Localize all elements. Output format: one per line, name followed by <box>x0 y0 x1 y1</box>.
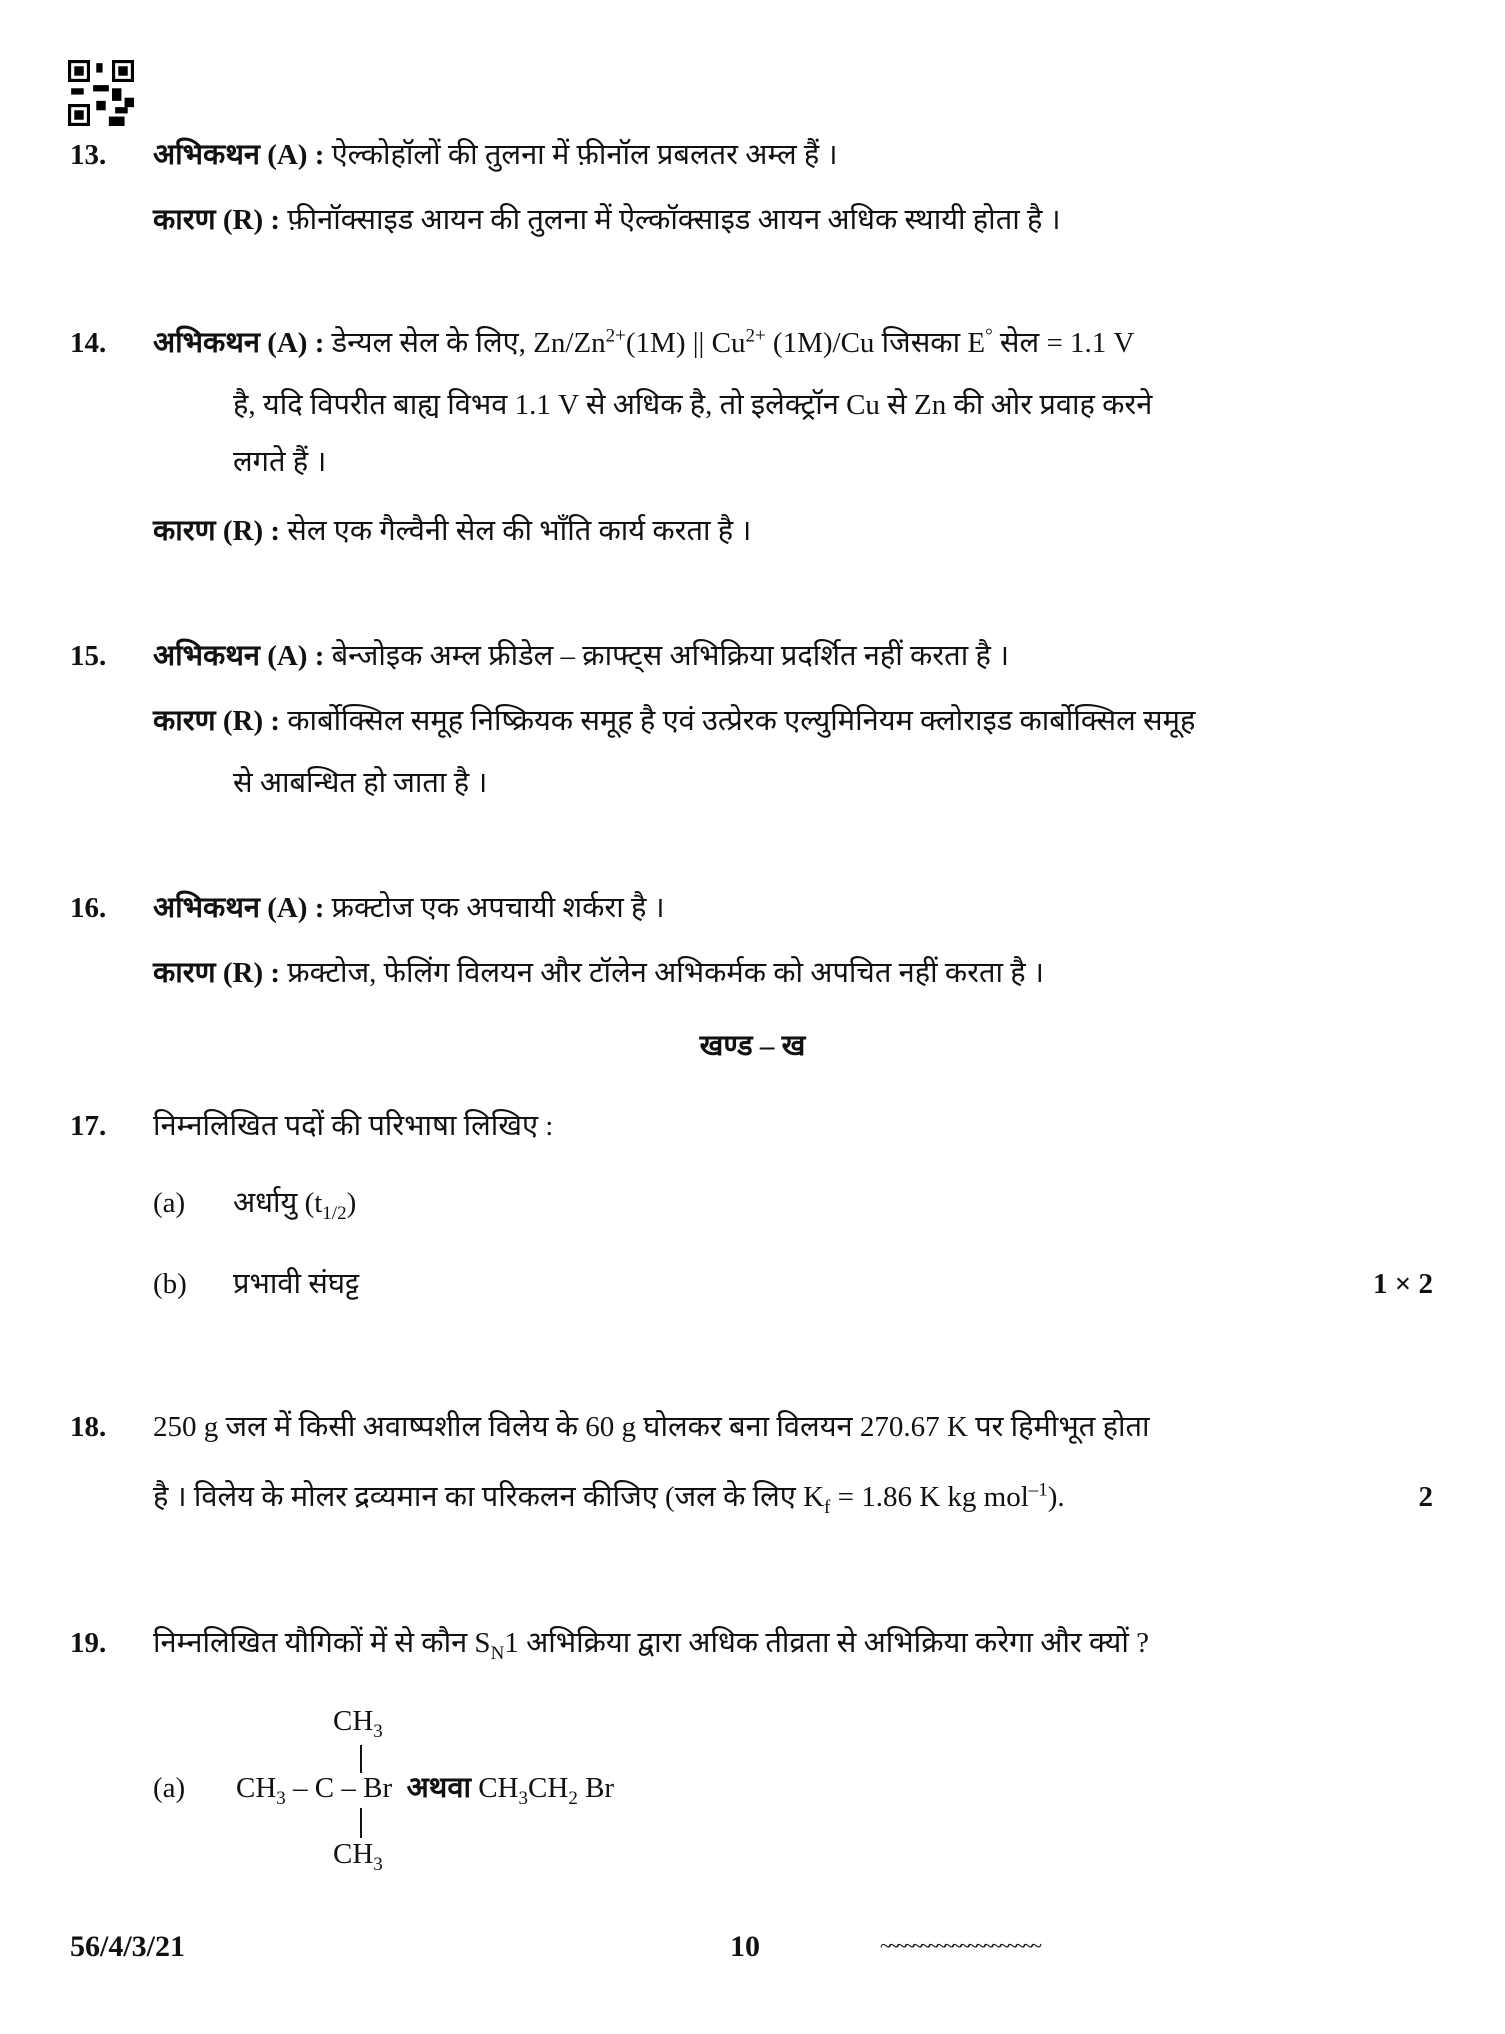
qr-code-icon <box>68 60 134 126</box>
q15-reason <box>153 703 1195 739</box>
paper-code: 56/4/3/21 <box>70 1930 186 1963</box>
section-heading: खण्ड – ख <box>699 1030 806 1062</box>
q18-line1: 250 g जल में किसी अवाष्पशील विलेय के 60 g घोलकर बना विलयन 270.67 K पर हिमीभूत होता <box>153 1411 1150 1443</box>
reason-text: कार्बोक्सिल समूह निष्क्रियक समूह है एवं उत्प्रेरक एल्युमिनियम क्लोराइड कार्बोक्सिल समूह <box>280 705 1196 737</box>
sub: f <box>824 1496 831 1518</box>
assertion-text: ऐल्कोहॉलों की तुलना में फ़ीनॉल प्रबलतर अम्ल हैं । <box>324 139 838 171</box>
q17-b-text: प्रभावी संघट्ट <box>233 1268 360 1300</box>
q18-line2 <box>153 1479 1065 1518</box>
ch3-bottom: $CH_3$ <box>333 1838 383 1875</box>
reason-text: फ्रक्टोज, फेलिंग विलयन और टॉलेन अभिकर्मक को अपचित नहीं करता है । <box>280 957 1044 989</box>
text: डेन्यल सेल के लिए, Zn/Zn <box>324 327 606 359</box>
assertion-text: फ्रक्टोज एक अपचायी शर्करा है । <box>324 892 665 924</box>
q17-b-label: (b) <box>153 1268 187 1300</box>
q16-assertion <box>153 890 665 926</box>
q19-a-label: (a) <box>153 1772 186 1804</box>
q16-reason <box>153 955 1044 991</box>
text: निम्नलिखित यौगिकों में से कौन S <box>153 1627 491 1659</box>
q13-assertion <box>153 137 838 173</box>
sup: 2+ <box>745 325 766 347</box>
q16-number: 16. <box>70 892 107 924</box>
text: ). <box>1047 1481 1065 1513</box>
assertion-label: अभिकथन (A) : <box>153 139 325 171</box>
q19-number: 19. <box>70 1627 107 1659</box>
ch3-top: $CH_3$ <box>333 1705 383 1742</box>
q19-text <box>153 1625 1150 1664</box>
sup: –1 <box>1028 1479 1048 1501</box>
q14-assertion <box>153 325 1135 361</box>
q15-number: 15. <box>70 640 107 672</box>
q17-number: 17. <box>70 1110 107 1142</box>
q18-marks: 2 <box>1418 1481 1433 1513</box>
page-number: 10 <box>730 1930 760 1963</box>
sup: ° <box>985 325 993 347</box>
q14-line2: है, यदि विपरीत बाह्य विभव 1.1 V से अधिक है, तो इलेक्ट्रॉन Cu से Zn की ओर प्रवाह करने <box>233 389 1153 421</box>
q13-reason <box>153 202 1061 238</box>
text: 1 अभिक्रिया द्वारा अधिक तीव्रता से अभिक्रिया करेगा और क्यों ? <box>504 1627 1150 1659</box>
q14-line3: लगते हैं । <box>233 446 327 478</box>
text: सेल = 1.1 V <box>992 327 1135 359</box>
reason-label: कारण (R) : <box>153 515 281 547</box>
q17-a-label: (a) <box>153 1187 186 1219</box>
structure-line: $CH_3$ – C – Br अथवा $CH_3CH_2$ Br <box>236 1772 615 1809</box>
text: = 1.86 K kg mol <box>830 1481 1029 1513</box>
text: अर्धायु (t <box>233 1187 323 1219</box>
text: ) <box>346 1187 357 1219</box>
q14-number: 14. <box>70 327 107 359</box>
assertion-label: अभिकथन (A) : <box>153 640 325 672</box>
reason-label: कारण (R) : <box>153 204 281 236</box>
reason-label: कारण (R) : <box>153 957 281 989</box>
wavy-line: ~~~~~~~~~~~~~~~~~~~~ <box>880 1933 1039 1958</box>
q18-number: 18. <box>70 1411 107 1443</box>
q17-a-text <box>233 1185 357 1224</box>
text: (1M) || Cu <box>625 327 746 359</box>
text: है । विलेय के मोलर द्रव्यमान का परिकलन कीजिए (जल के लिए K <box>153 1481 825 1513</box>
q17-marks: 1 × 2 <box>1372 1268 1433 1300</box>
sup: 2+ <box>605 325 626 347</box>
q14-reason <box>153 513 751 549</box>
assertion-label: अभिकथन (A) : <box>153 327 325 359</box>
q15-line3: से आबन्धित हो जाता है । <box>233 767 488 799</box>
q15-assertion <box>153 638 1009 674</box>
sub: 1/2 <box>322 1202 347 1224</box>
text: (1M)/Cu जिसका E <box>765 327 986 359</box>
reason-text: सेल एक गैल्वैनी सेल की भाँति कार्य करता है । <box>280 515 752 547</box>
bond-line <box>360 1745 362 1773</box>
q17-text: निम्नलिखित पदों की परिभाषा लिखिए : <box>153 1110 554 1142</box>
q13-number: 13. <box>70 139 107 171</box>
bond-line <box>360 1808 362 1838</box>
assertion-text: बेन्जोइक अम्ल फ्रीडेल – क्राफ्ट्स अभिक्रिया प्रदर्शित नहीं करता है । <box>324 640 1010 672</box>
reason-label: कारण (R) : <box>153 705 281 737</box>
sub: N <box>490 1642 505 1664</box>
reason-text: फ़ीनॉक्साइड आयन की तुलना में ऐल्कॉक्साइड आयन अधिक स्थायी होता है । <box>280 204 1061 236</box>
assertion-label: अभिकथन (A) : <box>153 892 325 924</box>
